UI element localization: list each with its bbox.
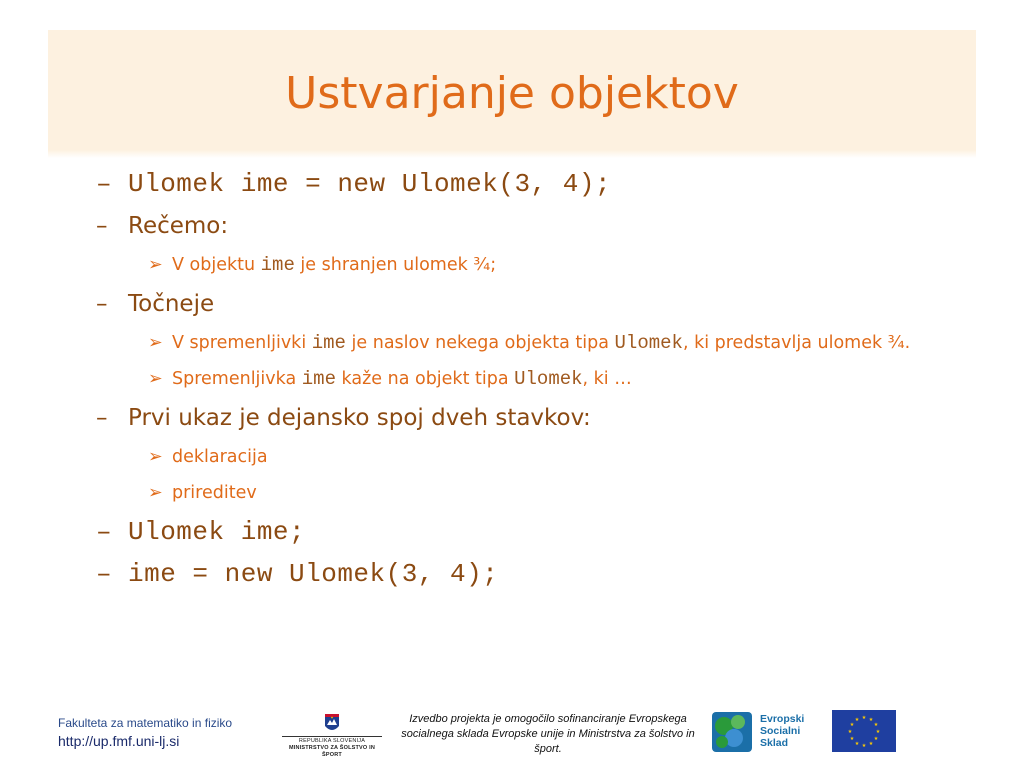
svg-text:★: ★: [849, 736, 855, 742]
svg-text:★: ★: [854, 741, 860, 747]
svg-text:★: ★: [861, 743, 867, 749]
dash-marker: –: [96, 291, 108, 317]
eu-flag-icon: [832, 710, 896, 752]
esf-line-3: Sklad: [760, 737, 789, 749]
svg-text:★: ★: [873, 722, 879, 728]
esf-label: [760, 713, 804, 749]
esf-line-1: Evropski: [760, 713, 805, 725]
subbullet-spremenljivki: [96, 330, 956, 356]
dash-marker: –: [96, 559, 113, 589]
inline-code: Ulomek: [614, 332, 683, 354]
text-part: Spremenljivka: [172, 369, 302, 389]
arrow-bullet-icon: ➢: [148, 447, 163, 467]
dash-marker: –: [96, 169, 113, 199]
text-part: , ki predstavlja ulomek ¾.: [682, 333, 911, 353]
svg-text:★: ★: [861, 715, 867, 721]
text-part: je naslov nekega objekta tipa: [345, 333, 615, 353]
inline-code: ime: [311, 332, 346, 354]
dash-marker: –: [96, 213, 108, 239]
text-part: V objektu: [172, 255, 261, 275]
arrow-bullet-icon: ➢: [148, 483, 163, 503]
faculty-url[interactable]: http://up.fmf.uni-lj.si: [58, 733, 180, 749]
text-part: V spremenljivki: [172, 333, 312, 353]
code-line: ime = new Ulomek(3, 4);: [128, 559, 499, 589]
subbullet-prireditev: [96, 480, 956, 506]
bullet-text: deklaracija: [172, 447, 268, 467]
bullet-text: prireditev: [172, 483, 257, 503]
svg-text:★: ★: [847, 729, 853, 735]
text-part: je shranjen ulomek ¾;: [294, 255, 497, 275]
ministry-label: [280, 738, 384, 759]
code-line: Ulomek ime = new Ulomek(3, 4);: [128, 169, 612, 199]
bullet-text: Točneje: [128, 291, 215, 317]
subbullet-objekt: [96, 252, 956, 278]
svg-text:★: ★: [854, 717, 860, 723]
svg-text:★: ★: [873, 736, 879, 742]
arrow-bullet-icon: ➢: [148, 369, 163, 389]
bullet-code-declaration: [96, 516, 956, 548]
bullet-code-assignment: [96, 558, 956, 590]
text-part: kaže na objekt tipa: [335, 369, 515, 389]
bullet-text: Rečemo:: [128, 213, 229, 239]
inline-code: Ulomek: [514, 368, 583, 390]
svg-text:★: ★: [868, 741, 874, 747]
inline-code: ime: [260, 254, 295, 276]
inline-code: ime: [301, 368, 336, 390]
funding-note: Izvedbo projekta je omogočilo sofinanciranje Evropskega socialnega sklada Evropske unije in Ministrstva za šolstvo in šport.: [401, 713, 695, 755]
dash-marker: –: [96, 405, 108, 431]
title-band-fade: [48, 150, 976, 158]
ministry-line-2: MINISTRSTVO ZA ŠOLSTVO IN ŠPORT: [288, 745, 376, 758]
esf-line-2: Socialni: [760, 725, 801, 737]
footer-faculty: [58, 716, 232, 749]
code-line: Ulomek ime;: [128, 517, 306, 547]
slide-title: Ustvarjanje objektov: [285, 68, 739, 119]
arrow-bullet-icon: ➢: [148, 255, 163, 275]
subbullet-deklaracija: [96, 444, 956, 470]
svg-text:★: ★: [849, 722, 855, 728]
faculty-name: Fakulteta za matematiko in fiziko: [58, 716, 233, 730]
subbullet-kaze: [96, 366, 956, 392]
bullet-text: Prvi ukaz je dejansko spoj dveh stavkov:: [128, 405, 591, 431]
ministry-divider: [282, 736, 382, 737]
svg-text:★: ★: [868, 717, 874, 723]
bullet-prvi-ukaz: [96, 402, 956, 434]
svg-text:★: ★: [875, 729, 881, 735]
dash-marker: –: [96, 517, 113, 547]
bullet-recemo: [96, 210, 956, 242]
bullet-code-full: [96, 168, 956, 200]
slide-content: [96, 168, 956, 600]
bullet-tocneje: [96, 288, 956, 320]
arrow-bullet-icon: ➢: [148, 333, 163, 353]
ministry-line-1: REPUBLIKA SLOVENIJA: [298, 738, 366, 744]
text-part: , ki …: [582, 369, 632, 389]
